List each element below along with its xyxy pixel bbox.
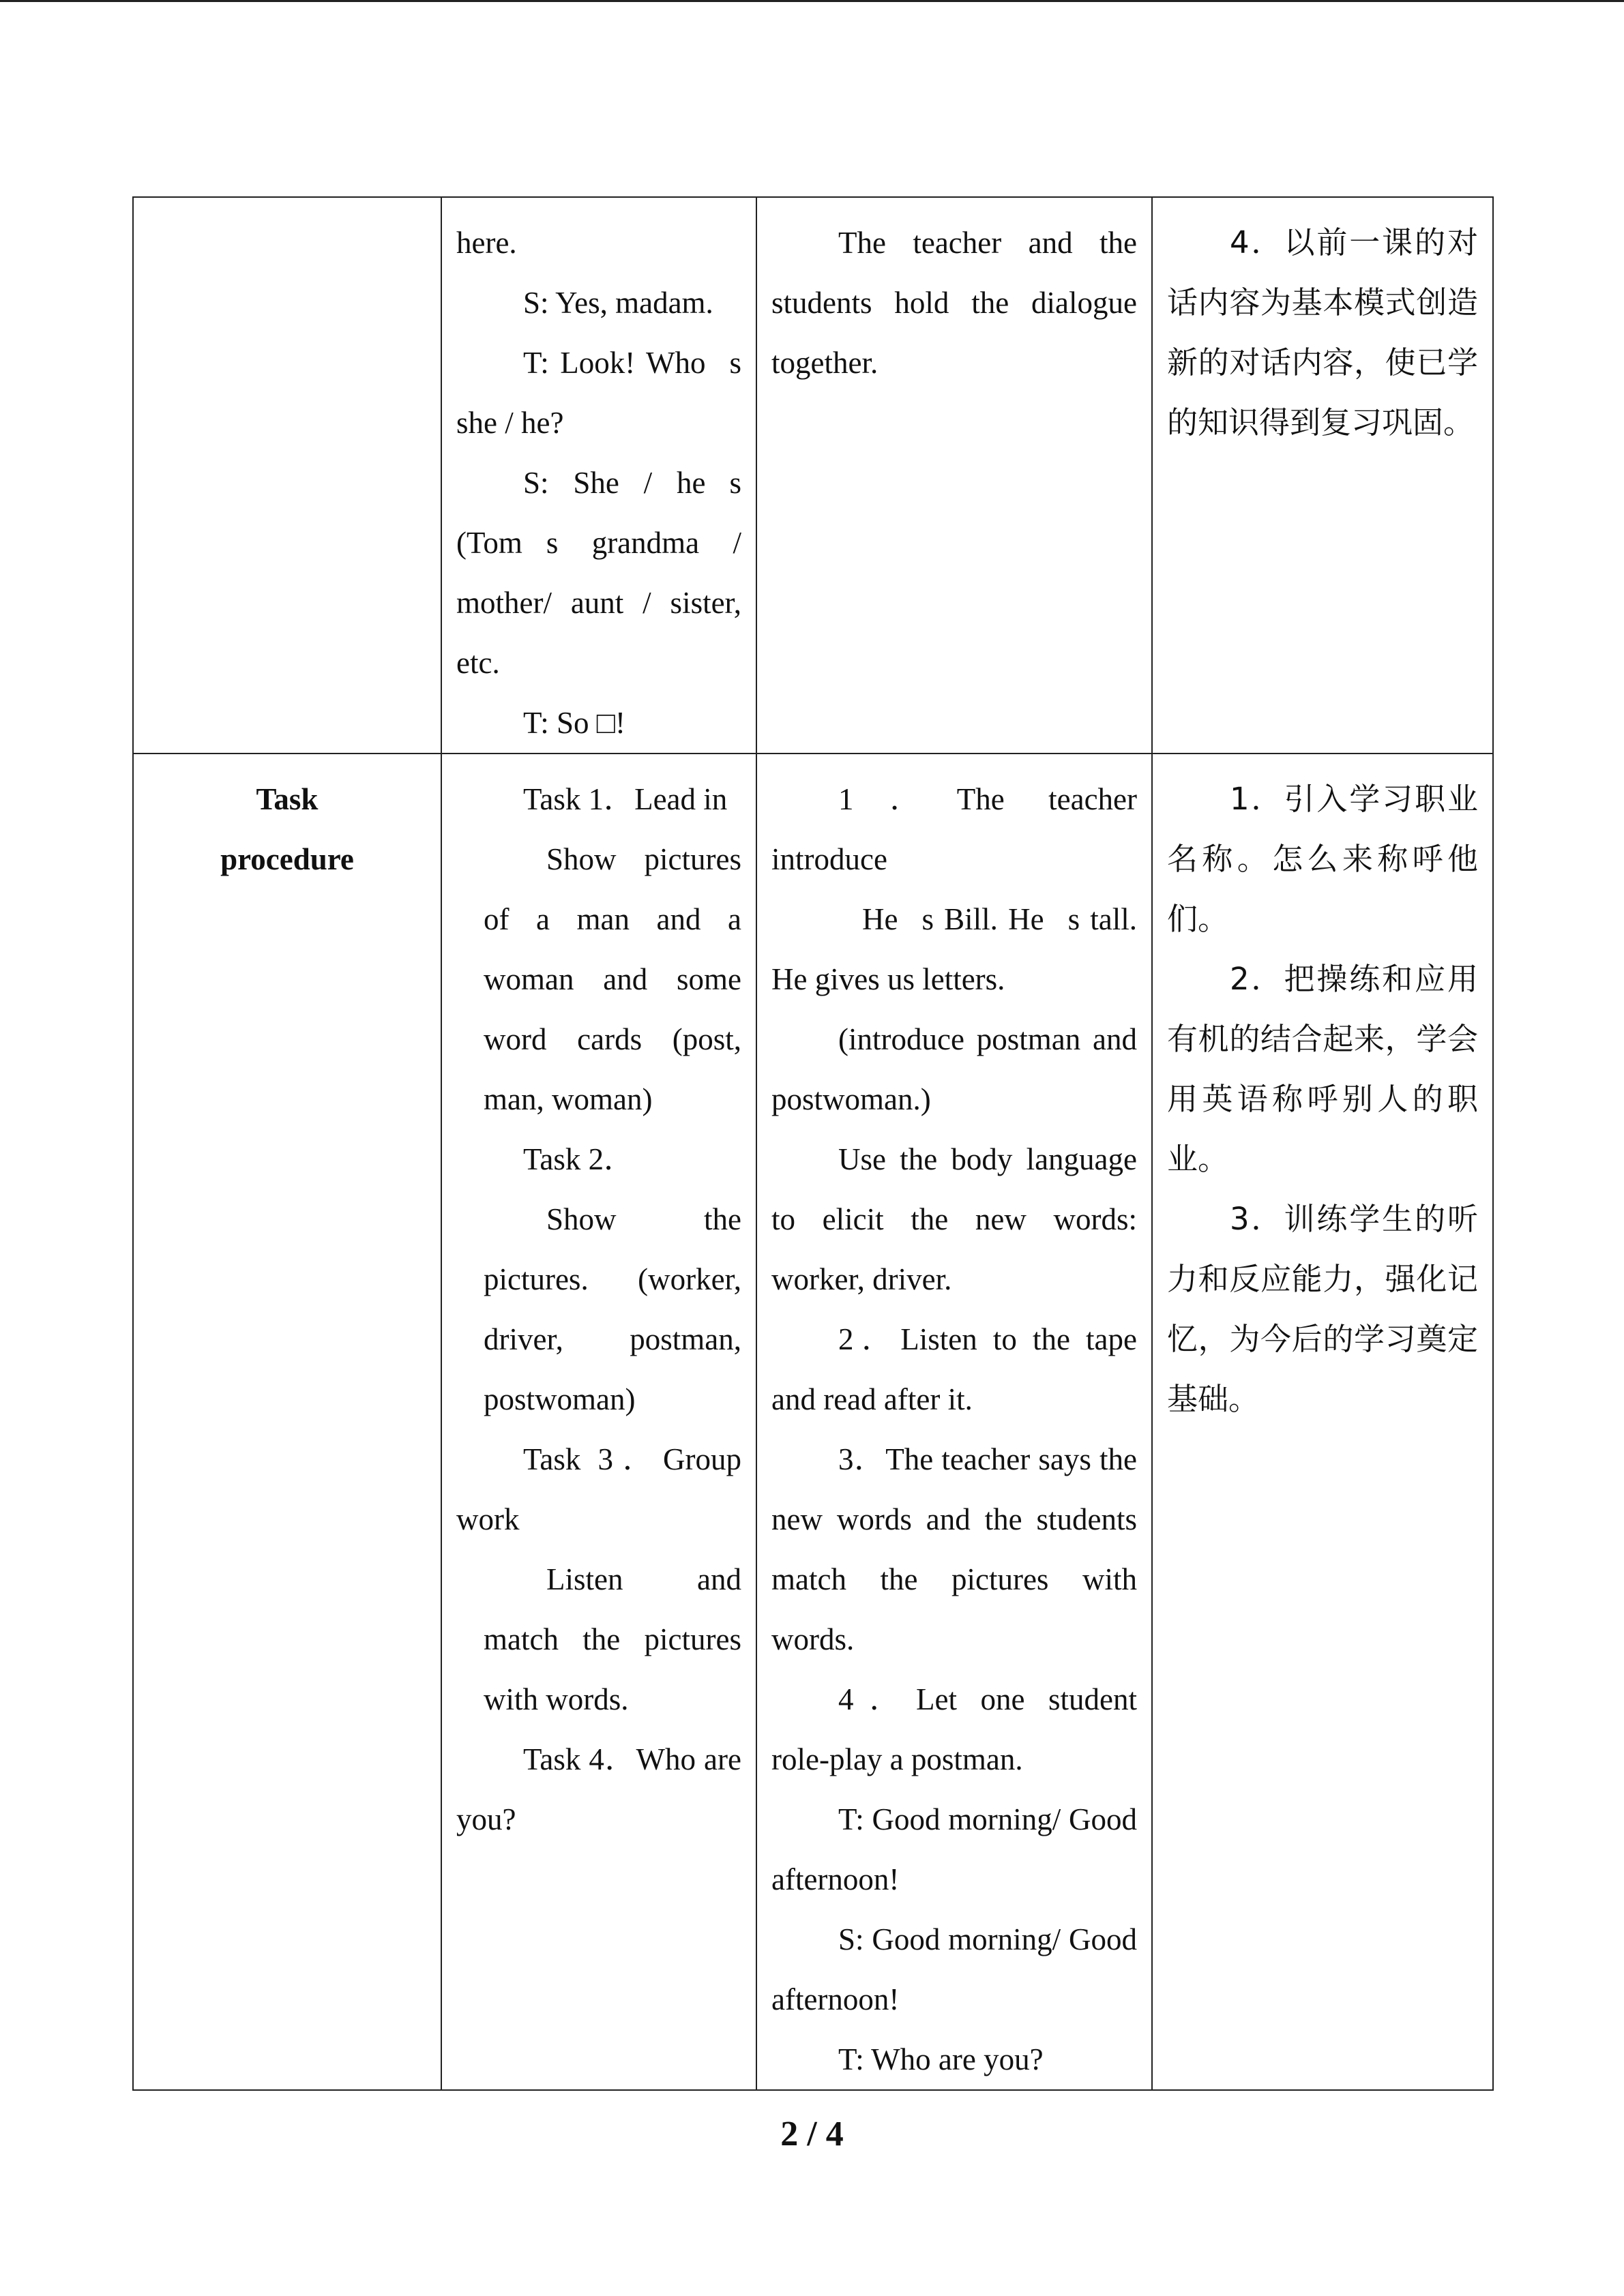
text-line:  He s Bill. He s tall. He gives us letters. [771, 902, 1137, 996]
text-line: 2．Listen to the tape and read after it. [771, 1322, 1137, 1416]
purpose-cell [1152, 754, 1493, 2090]
task-title: Task 4．Who are you? [456, 1742, 741, 1836]
text-line: S: Good morning/ Good afternoon! [771, 1922, 1137, 2016]
text-line: T: Good morning/ Good afternoon! [771, 1802, 1137, 1896]
stage-label: procedure [220, 842, 354, 876]
text-line: S: Yes, madam. [523, 286, 713, 320]
text-line: 2．把操练和应用有机的结合起来，学会用英语称呼别人的职业。 [1167, 961, 1478, 1177]
task-title: Task 1．Lead in [523, 782, 728, 816]
text-line: T: Who are you? [838, 2042, 1044, 2076]
text-line: 3．The teacher says the new words and the students match the pictures with words. [771, 1442, 1137, 1656]
text-line: T: So □! [523, 706, 625, 740]
text-line: The teacher and the students hold the dialogue together. [771, 226, 1137, 380]
text-line: 1．The teacher introduce [771, 782, 1137, 876]
task-body: Listen and match the pictures with words. [484, 1562, 741, 1716]
text-line: 3．训练学生的听力和反应能力，强化记忆，为今后的学习奠定基础。 [1167, 1201, 1478, 1417]
purpose-cell [1152, 197, 1493, 754]
activity-cell [441, 197, 756, 754]
lesson-plan-table [132, 196, 1494, 2091]
text-line: (introduce postman and postwoman.) [771, 1022, 1137, 1116]
method-cell [756, 197, 1152, 754]
table-row [133, 754, 1493, 2090]
text-line: 4．以前一课的对话内容为基本模式创造新的对话内容，使已学的知识得到复习巩固。 [1167, 224, 1478, 441]
top-border-line [0, 0, 1624, 2]
stage-label-cell [133, 754, 441, 2090]
text-line: T: Look! Who s she / he? [456, 346, 741, 440]
text-line: Use the body language to elicit the new words: worker, driver. [771, 1142, 1137, 1296]
text-line: here. [456, 226, 517, 260]
task-body: Show the pictures. (worker, driver, postman, postwoman) [484, 1202, 741, 1416]
text-line: 4．Let one student role-play a postman. [771, 1682, 1137, 1776]
table-row [133, 197, 1493, 754]
task-title: Task 2． [523, 1142, 635, 1176]
task-title: Task 3．Group work [456, 1442, 741, 1536]
method-cell [756, 754, 1152, 2090]
stage-label: Task [256, 782, 319, 816]
page-number: 2 / 4 [780, 2115, 844, 2153]
activity-cell [441, 754, 756, 2090]
stage-cell-empty [133, 197, 441, 754]
text-line: S: She / he s (Tom s grandma / mother/ aunt / sister, etc.） [456, 466, 741, 680]
text-line: 1．引入学习职业名称。怎么来称呼他们。 [1167, 781, 1478, 937]
task-body: Show pictures of a man and a woman and some word cards (post, man, woman) [484, 842, 741, 1116]
